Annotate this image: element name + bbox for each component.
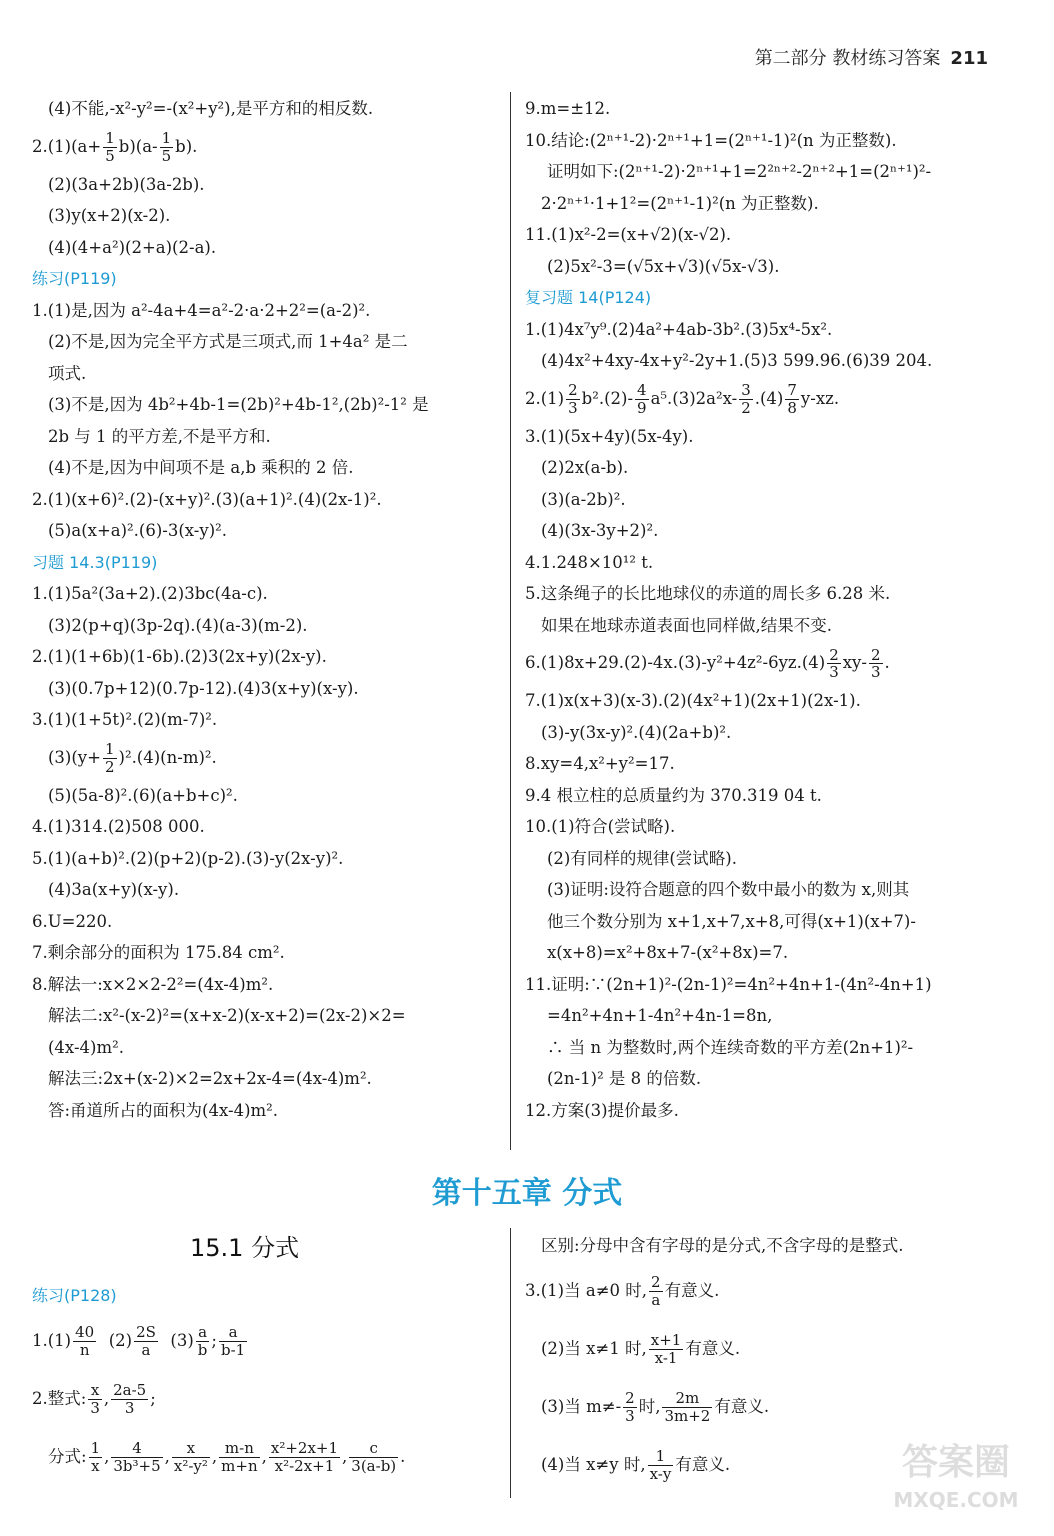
answer-line: 3.(1)当 a≠0 时, $\frac{2}{a}$ 有意义. [525,1273,720,1309]
answer-line: (3)(y+ $\frac{1}{2}$ )².(4)(n-m)². [48,740,217,776]
answer-line: (3)(0.7p+12)(0.7p-12).(4)3(x+y)(x-y). [48,678,359,698]
fraction: $\frac{2}{a}$ [651,1273,661,1309]
answer-line: 2b 与 1 的平方差,不是平方和. [48,426,271,446]
fraction: $\frac{1}{x}$ [90,1439,101,1475]
fraction: $\frac{3}{2}$ [741,381,751,417]
column-divider-bottom [510,1228,511,1498]
answer-line: 5.这条绳子的长比地球仪的赤道的周长多 6.28 米. [525,584,891,603]
answer-line: 区别:分母中含有字母的是分式,不含字母的是整式. [541,1236,904,1255]
fraction: $\frac{2S}{a}$ [136,1323,156,1359]
answer-line: (4)(4+a²)(2+a)(2-a). [48,237,217,257]
fraction: $\frac{1}{5}$ [105,129,115,165]
answer-line: (2)不是,因为完全平方式是三项式,而 1+4a² 是二 [48,332,408,351]
fraction: $\frac{2}{3}$ [870,645,881,681]
watermark-text: 答案圈 [901,1442,1010,1483]
fraction: $\frac{c}{3(a-b)}$ [351,1439,397,1475]
left-column [32,93,497,1126]
answer-line: 8.解法一:x×2×2-2²=(4x-4)m². [32,974,274,994]
answer-line: 解法二:x²-(x-2)²=(x+x-2)(x-x+2)=(2x-2)×2= [48,1006,406,1025]
answer-line: (4x-4)m². [48,1037,124,1057]
answer-line: (5)a(x+a)².(6)-3(x-y)². [48,521,228,540]
watermark-logo [876,1438,1036,1528]
answer-line: (2)(3a+2b)(3a-2b). [48,174,205,194]
column-divider-top [510,92,511,1150]
bottom-left-column [32,1280,497,1486]
answer-line: (4)(3x-3y+2)². [541,521,659,540]
answer-line: 2·2ⁿ⁺¹·1+1²=(2ⁿ⁺¹-1)²(n 为正整数). [541,193,819,213]
answer-line: (2)有同样的规律(尝试略). [547,848,737,868]
answer-line: 9.4 根立柱的总质量约为 370.319 04 t. [525,785,822,805]
chapter-title: 第十五章 分式 [431,1176,623,1211]
section-heading: 练习(P128) [32,1286,117,1305]
answer-line: 7.(1)x(x+3)(x-3).(2)(4x²+1)(2x+1)(2x-1). [525,691,861,710]
fraction: $\frac{2}{3}$ [829,645,839,681]
answer-line: 11.(1)x²-2=(x+√2)(x-√2). [525,225,732,244]
fraction: $\frac{4}{\text{3b³+5}}$ [113,1439,161,1475]
answer-line: =4n²+4n+1-4n²+4n-1=8n, [547,1006,773,1025]
fraction: $\frac{1}{x-y}$ [649,1447,672,1483]
answer-line: 2.整式: $\frac{x}{3}$ , $\frac{2a-5}{3}$ ; [32,1381,156,1417]
answer-line: (3)证明:设符合题意的四个数中最小的数为 x,则其 [547,880,910,899]
answer-line: 7.剩余部分的面积为 175.84 cm². [32,943,285,962]
section-heading: 习题 14.3(P119) [32,552,158,572]
answer-line: 11.证明:∵(2n+1)²-(2n-1)²=4n²+4n+1-(4n²-4n+1) [525,974,932,994]
answer-line: 1.(1)4x⁷y⁹.(2)4a²+4ab-3b².(3)5x⁴-5x². [525,319,833,339]
header-title: 第二部分 教材练习答案 [754,48,941,69]
answer-line: 2.(1)(a+ $\frac{1}{5}$ b)(a- $\frac{1}{5}$ b). [32,129,198,165]
answer-line: (4)4x²+4xy-4x+y²-2y+1.(5)3 599.96.(6)39 204. [541,351,933,370]
page-header [755,44,988,70]
fraction: $\frac{x}{3}$ [90,1381,100,1417]
answer-line: (3)y(x+2)(x-2). [48,206,171,225]
answer-line: 6.U=220. [32,911,113,931]
section-heading: 练习(P119) [32,269,117,288]
answer-line: 1.(1)是,因为 a²-4a+4=a²-2·a·2+2²=(a-2)². [32,300,371,320]
answer-line: 他三个数分别为 x+1,x+7,x+8,可得(x+1)(x+7)- [547,911,916,931]
fraction: $\frac{a}{b-1}$ [220,1323,246,1359]
answer-line: 2.(1)(1+6b)(1-6b).(2)3(2x+y)(2x-y). [32,647,327,666]
section-title: 15.1 分式 [190,1234,300,1262]
answer-line: (4)不是,因为中间项不是 a,b 乘积的 2 倍. [48,458,354,477]
answer-line: (3)-y(3x-y)².(4)(2a+b)². [541,722,732,742]
answer-line: x(x+8)=x²+8x+7-(x²+8x)=7. [547,943,789,962]
answer-line: 2.(1)(x+6)².(2)-(x+y)².(3)(a+1)².(4)(2x-1)². [32,489,382,509]
answer-line: (2n-1)² 是 8 的倍数. [547,1069,702,1088]
answer-line: 4.(1)314.(2)508 000. [32,817,205,836]
answer-line: (3)2(p+q)(3p-2q).(4)(a-3)(m-2). [48,615,308,635]
fraction: $\frac{x+1}{x-1}$ [650,1331,682,1367]
answer-line: (2)当 x≠1 时, $\frac{x+1}{x-1}$ 有意义. [541,1331,741,1367]
watermark-url: MXQE.COM [893,1488,1019,1512]
answer-line: 3.(1)(1+5t)².(2)(m-7)². [32,710,218,729]
answer-line: 8.xy=4,x²+y²=17. [525,754,675,773]
fraction: $\frac{x}{\text{x²-y²}}$ [173,1439,208,1475]
answer-line: (5)(5a-8)².(6)(a+b+c)². [48,785,238,805]
section-heading: 复习题 14(P124) [525,288,652,307]
fraction: $\frac{2a-5}{3}$ [113,1381,147,1417]
answer-line: 答:甬道所占的面积为(4x-4)m². [48,1100,279,1120]
answer-line: 9.m=±12. [525,99,611,118]
answer-line: 1.(1)5a²(3a+2).(2)3bc(4a-c). [32,584,268,603]
fraction: $\frac{2m}{3m+2}$ [664,1389,711,1425]
answer-line: 10.结论:(2ⁿ⁺¹-2)·2ⁿ⁺¹+1=(2ⁿ⁺¹-1)²(n 为正整数). [525,130,897,150]
fraction: $\frac{a}{b}$ [197,1323,208,1359]
answer-line: (4)当 x≠y 时, $\frac{1}{x-y}$ 有意义. [541,1447,731,1483]
answer-line: 6.(1)8x+29.(2)-4x.(3)-y²+4z²-6yz.(4) $\frac{2}{3}$ xy- $\frac{2}{3}$ . [525,645,890,681]
answer-line: (4)不能,-x²-y²=-(x²+y²),是平方和的相反数. [48,99,374,118]
answer-line: 证明如下:(2ⁿ⁺¹-2)·2ⁿ⁺¹+1=2²ⁿ⁺²-2ⁿ⁺²+1=(2ⁿ⁺¹)²- [547,162,932,181]
answer-line: 5.(1)(a+b)².(2)(p+2)(p-2).(3)-y(2x-y)². [32,848,344,868]
answer-line: 如果在地球赤道表面也同样做,结果不变. [541,615,832,635]
fraction: $\frac{2}{3}$ [568,381,578,417]
fraction: $\frac{2}{3}$ [625,1389,635,1425]
answer-line: (3)当 m≠- $\frac{2}{3}$ 时, $\frac{2m}{3m+2}$ 有意义. [541,1389,770,1425]
answer-line: 2.(1) $\frac{2}{3}$ b².(2)- $\frac{4}{9}$ a⁵.(3)2a²x- $\frac{3}{2}$ .(4) $\frac{7}{8}$ y-xz. [525,381,840,417]
answer-line: 12.方案(3)提价最多. [525,1100,679,1120]
answer-line: 4.1.248×10¹² t. [525,552,654,572]
answer-line: (3)(a-2b)². [541,489,626,509]
fraction: $\frac{1}{2}$ [104,740,115,776]
answer-line: 项式. [48,363,87,383]
fraction: $\frac{1}{5}$ [161,129,172,165]
answer-line: 1.(1) $\frac{40}{n}$ (2) $\frac{2S}{a}$ (3) $\frac{a}{b}$ ; $\frac{a}{b-1}$ [32,1323,246,1359]
answer-line: 解法三:2x+(x-2)×2=2x+2x-4=(4x-4)m². [48,1069,372,1088]
answer-line: 3.(1)(5x+4y)(5x-4y). [525,426,694,446]
answer-line: (3)不是,因为 4b²+4b-1=(2b)²+4b-1²,(2b)²-1² 是 [48,395,429,414]
fraction: $\frac{\text{x²+2x+1}}{\text{x²-2x+1}}$ [270,1439,339,1475]
fraction: $\frac{4}{9}$ [637,381,647,417]
fraction: $\frac{40}{n}$ [75,1323,95,1359]
page-number: 211 [950,48,988,69]
right-column [525,93,990,1126]
answer-line: (2)2x(a-b). [541,458,629,477]
answer-line: ∴ 当 n 为整数时,两个连续奇数的平方差(2n+1)²- [547,1037,914,1057]
answer-line: 10.(1)符合(尝试略). [525,817,676,836]
answer-line: (4)3a(x+y)(x-y). [48,880,180,899]
answer-line: (2)5x²-3=(√5x+√3)(√5x-√3). [547,256,780,276]
fraction: $\frac{7}{8}$ [787,381,797,417]
fraction: $\frac{m-n}{m+n}$ [221,1439,258,1475]
answer-line: 分式: $\frac{1}{x}$ , $\frac{4}{\text{3b³+5}}$ , $\frac{x}{\text{x²-y²}}$ , $\frac{m-n}{m+n}$ , $\frac{\text{x²+2x+1}}{\text{x²-2x+1}}$ , $\frac{c}{3(a-b)}$ . [48,1439,406,1475]
